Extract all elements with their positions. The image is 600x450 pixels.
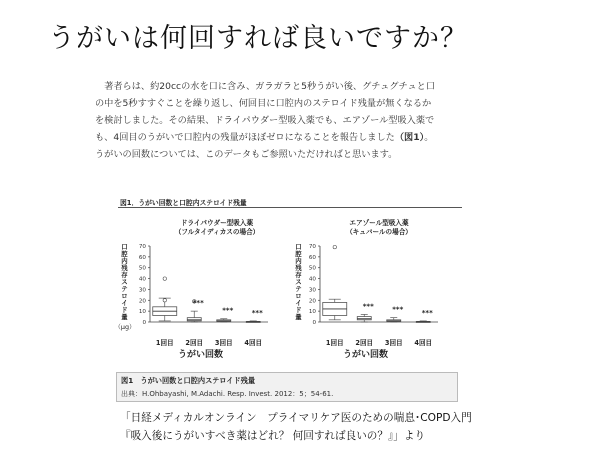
box (187, 318, 201, 321)
slide-title: うがいは何回すれば良いですか？ (48, 23, 468, 54)
outlier-point (333, 245, 336, 248)
figure-caption-box (116, 372, 458, 402)
y-tick-label: 20 (308, 298, 316, 305)
y-tick-label: 70 (138, 244, 146, 250)
outlier-point (163, 299, 166, 302)
significance-label: *** (392, 305, 404, 314)
source-line: 「日経メディカルオンライン プライマリケア医のための喘息･COPD入門 (120, 412, 472, 424)
left-x-axis-title: うがい回数 (178, 350, 224, 360)
figure-source: 出典：H.Ohbayashi, M.Adachi. Resp. Invest. 2012：5；54-61. (121, 390, 334, 398)
figure-reference: （図1） (394, 132, 425, 143)
outlier-point (163, 277, 166, 280)
y-tick-label: 10 (308, 309, 316, 316)
right-panel-title: エアゾール型吸入薬 （キュバールの場合） (346, 219, 412, 236)
significance-label: *** (421, 308, 433, 317)
y-tick-label: 0 (312, 320, 316, 326)
paragraph-line: うがいの回数については、このデータもご参照いただければと思います。 (95, 149, 398, 160)
left-y-axis-unit: （µg） (114, 323, 136, 331)
y-tick-label: 20 (138, 298, 146, 305)
significance-label: *** (362, 302, 374, 311)
x-tick-label: 1回目 (325, 339, 344, 347)
left-panel-title: ドライパウダー型吸入薬 （フルタイディカスの場合） (174, 219, 260, 236)
x-tick-label: 4回目 (244, 339, 263, 347)
figure-rule (118, 207, 462, 208)
y-tick-label: 60 (138, 254, 146, 261)
left-y-axis-label: 口腔内残存ステロイド量 (121, 243, 128, 321)
paragraph-line: 著者らは、約20ccの水を口に含み、ガラガラと5秒うがい後、グチュグチュと口 (104, 81, 436, 92)
left-box-plot (130, 240, 280, 350)
x-tick-label: 2回目 (185, 339, 204, 347)
box (357, 317, 371, 320)
y-tick-label: 60 (308, 254, 316, 261)
paragraph-line: も、4回目のうがいで口腔内の残量がほぼゼロになることを報告しました（図1）。 (95, 132, 434, 143)
y-tick-label: 50 (308, 265, 316, 272)
x-tick-label: 3回目 (384, 339, 403, 347)
source-line: 『吸入後にうがいすべき薬はどれ？ 何回すれば良いの？』」より (120, 430, 426, 442)
y-tick-label: 10 (138, 309, 146, 316)
paragraph-line: を検討しました。その結果、ドライパウダー型吸入薬でも、エアゾール型吸入薬で (95, 115, 435, 126)
x-tick-label: 4回目 (414, 339, 433, 347)
figure-caption: 図1 うがい回数と口腔内ステロイド残量 (121, 376, 256, 385)
y-tick-label: 40 (138, 276, 146, 283)
y-tick-label: 40 (308, 276, 316, 283)
x-tick-label: 2回目 (355, 339, 374, 347)
significance-label: *** (192, 299, 204, 308)
x-tick-label: 1回目 (155, 339, 174, 347)
significance-label: *** (251, 308, 263, 317)
body-paragraph (95, 78, 481, 163)
y-tick-label: 70 (308, 244, 316, 250)
y-tick-label: 50 (138, 265, 146, 272)
x-tick-label: 3回目 (214, 339, 233, 347)
y-tick-label: 0 (142, 320, 146, 326)
y-tick-label: 30 (138, 287, 146, 294)
significance-label: *** (222, 306, 234, 315)
y-tick-label: 30 (308, 287, 316, 294)
right-y-axis-label: 口腔内残存ステロイド量 (295, 243, 302, 321)
right-x-axis-title: うがい回数 (343, 350, 389, 360)
paragraph-line: の中を5秒すすぐことを繰り返し、何回目に口腔内のステロイド残量が無くなるか (95, 98, 432, 109)
right-box-plot (300, 240, 450, 350)
figure-top-caption: 図1．うがい回数と口腔内ステロイド残量 (120, 199, 247, 207)
